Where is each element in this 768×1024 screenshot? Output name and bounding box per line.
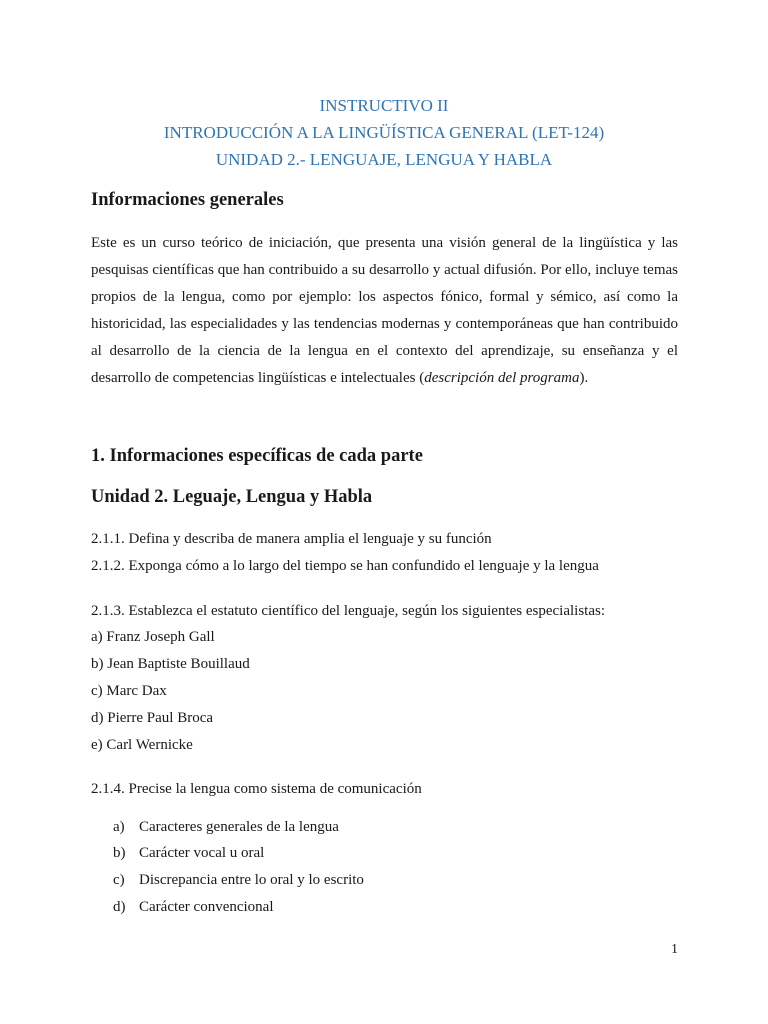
list-item <box>113 843 264 863</box>
specialist-item: e) Carl Wernicke <box>91 737 193 753</box>
list-marker: d) <box>113 899 126 915</box>
specialist-item: a) Franz Joseph Gall <box>91 629 215 645</box>
question-2-1-4: 2.1.4. Precise la lengua como sistema de comunicación <box>91 781 422 797</box>
question-2-1-2: 2.1.2. Exponga cómo a lo largo del tiempo se han confundido el lenguaje y la lengua <box>91 558 599 574</box>
page-number: 1 <box>671 942 678 957</box>
document-title <box>0 92 768 173</box>
specialist-item: c) Marc Dax <box>91 683 167 699</box>
question-2-1-1: 2.1.1. Defina y describa de manera amplia el lenguaje y su función <box>91 531 492 547</box>
title-line-1: INSTRUCTIVO II <box>319 96 449 115</box>
question-2-1-3: 2.1.3. Establezca el estatuto científico del lenguaje, según los siguientes especialistas: <box>91 603 606 619</box>
list-marker: a) <box>113 819 125 835</box>
section-heading: 1. Informaciones específicas de cada parte <box>91 446 423 466</box>
list-item <box>113 870 364 890</box>
unit-heading: Unidad 2. Leguaje, Lengua y Habla <box>91 487 373 507</box>
paragraph-italic-text: descripción del programa <box>424 370 580 386</box>
list-marker: c) <box>113 872 125 888</box>
list-item-text: Carácter convencional <box>139 899 274 915</box>
list-item <box>113 897 274 917</box>
paragraph-end-text: ). <box>579 370 589 386</box>
list-item-text: Discrepancia entre lo oral y lo escrito <box>139 872 364 888</box>
list-item-text: Caracteres generales de la lengua <box>139 819 339 835</box>
list-item-text: Carácter vocal u oral <box>139 845 265 861</box>
specialist-item: d) Pierre Paul Broca <box>91 710 214 726</box>
general-info-heading: Informaciones generales <box>91 190 284 210</box>
title-line-3: UNIDAD 2.- LENGUAJE, LENGUA Y HABLA <box>215 150 553 169</box>
list-marker: b) <box>113 845 126 861</box>
specialist-item: b) Jean Baptiste Bouillaud <box>91 656 250 672</box>
paragraph-main-text: Este es un curso teórico de iniciación, que presenta una visión general de la lingüística y las pesquisas científicas que han contribuido a su desarrollo y actual difusión. Por ello, incluye temas propios de la lengua, como por ejemplo: los aspectos fónico, formal y sémico, así como la historicidad, las especialidades y las tendencias modernas y contemporáneas que han contribuido al desarrollo de la ciencia de la lengua en el contexto del aprendizaje, su enseñanza y el desarrollo de competencias lingüísticas e intelectuales ( <box>91 235 678 386</box>
list-item <box>113 817 339 837</box>
general-info-paragraph <box>91 230 678 392</box>
title-line-2: INTRODUCCIÓN A LA LINGÜÍSTICA GENERAL (LET-124) <box>163 123 605 142</box>
